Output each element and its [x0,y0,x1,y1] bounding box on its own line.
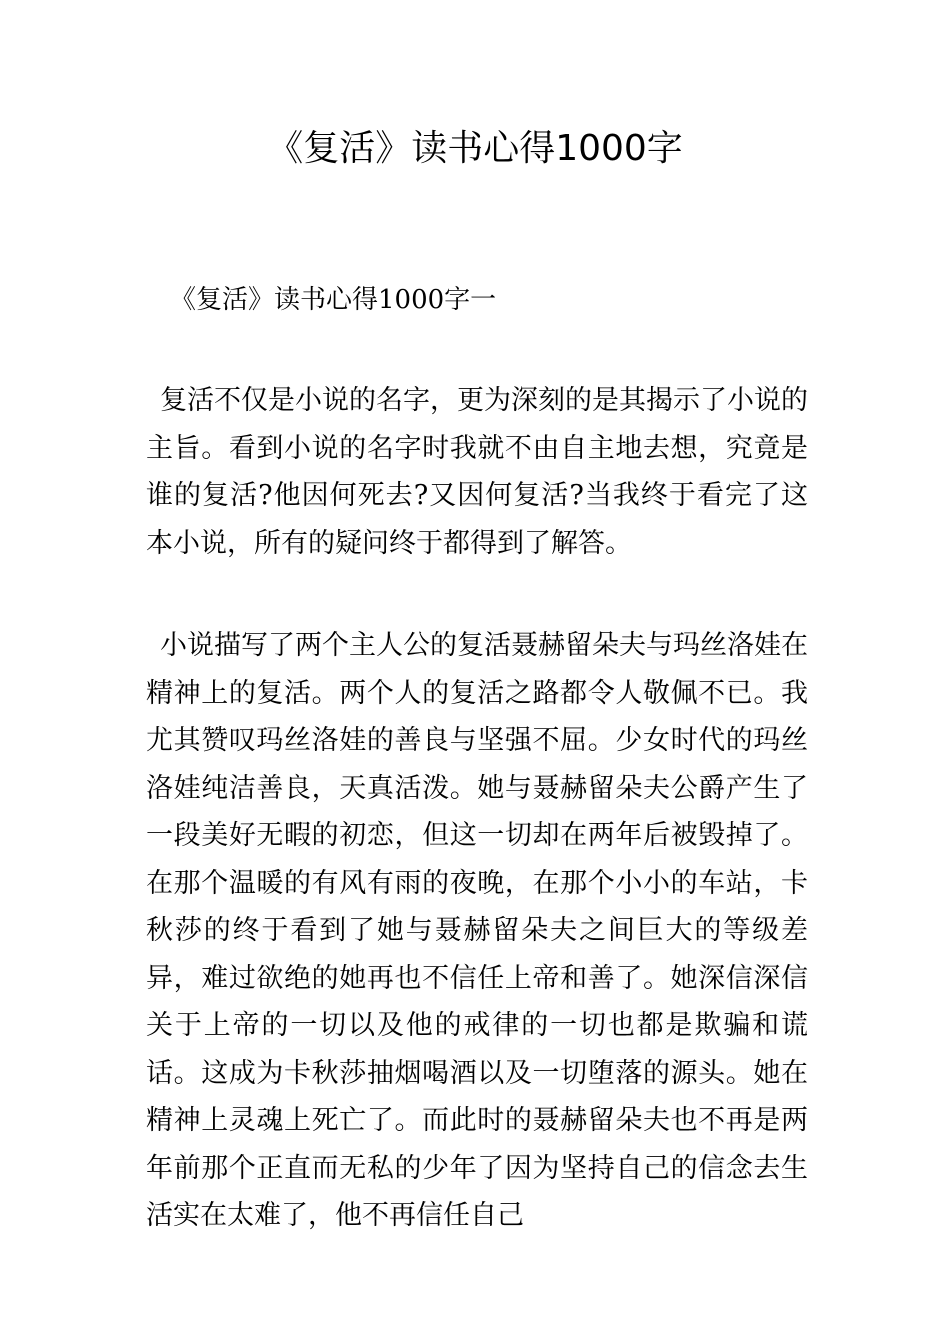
paragraph-2: 小说描写了两个主人公的复活聂赫留朵夫与玛丝洛娃在精神上的复活。两个人的复活之路都令人敬佩不已。我尤其赞叹玛丝洛娃的善良与坚强不屈。少女时代的玛丝洛娃纯洁善良，天真活泼。她与聂赫留朵夫公爵产生了一段美好无暇的初恋，但这一切却在两年后被毁掉了。在那个温暖的有风有雨的夜晚，在那个小小的车站，卡秋莎的终于看到了她与聂赫留朵夫之间巨大的等级差异，难过欲绝的她再也不信任上帝和善了。她深信深信关于上帝的一切以及他的戒律的一切也都是欺骗和谎话。这成为卡秋莎抽烟喝酒以及一切堕落的源头。她在精神上灵魂上死亡了。而此时的聂赫留朵夫也不再是两年前那个正直而无私的少年了因为坚持自己的信念去生活实在太难了，他不再信任自己 [146,630,808,1231]
document-title: 《复活》读书心得1000字 [267,128,683,169]
section-heading: 《复活》读书心得1000字一 [170,285,497,315]
paragraph-1: 复活不仅是小说的名字，更为深刻的是其揭示了小说的主旨。看到小说的名字时我就不由自主地去想，究竟是谁的复活?他因何死去?又因何复活?当我终于看完了这本小说，所有的疑问终于都得到了解答。 [146,385,808,559]
